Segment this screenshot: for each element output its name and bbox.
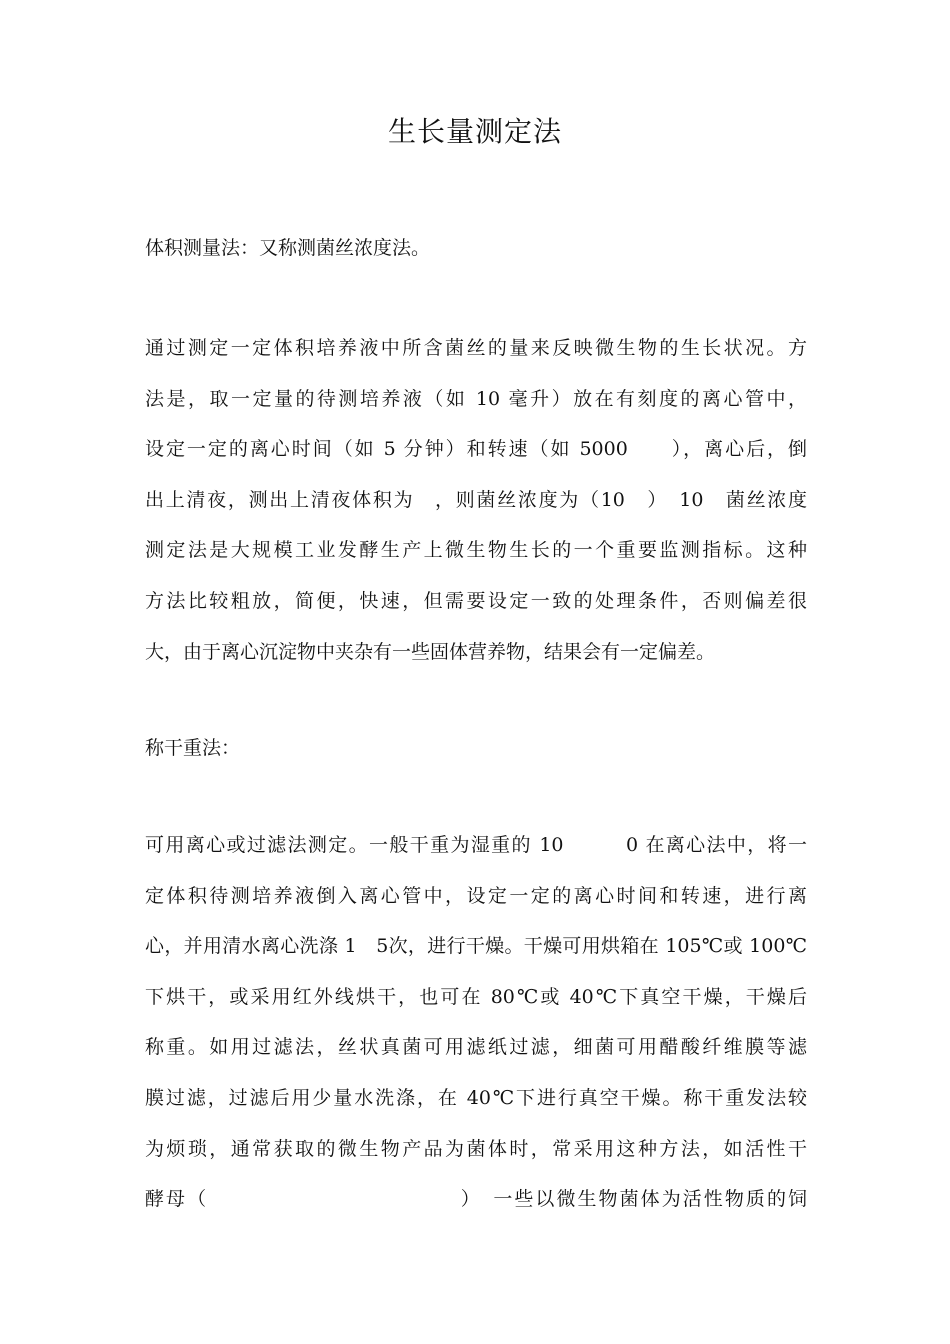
paragraph-dry-weight-method (145, 831, 807, 1236)
page-title: 生长量测定法 (387, 115, 562, 148)
paragraph-line: 出上清夜，测出上清夜体积为 ，则菌丝浓度为（10 ） 10 菌丝浓度 (145, 488, 807, 511)
paragraph-line: 测定法是大规模工业发酵生产上微生物生长的一个重要监测指标。这种 (145, 539, 807, 562)
paragraph-line: 通过测定一定体积培养液中所含菌丝的量来反映微生物的生长状况。方 (145, 337, 807, 359)
paragraph-line: 大，由于离心沉淀物中夹杂有一些固体营养物，结果会有一定偏差。 (145, 640, 716, 663)
paragraph-line: 心，并用清水离心洗涤 1 5次，进行干燥。干燥可用烘箱在 105℃或 100℃ (145, 935, 807, 958)
paragraph-line: 方法比较粗放，简便，快速，但需要设定一致的处理条件，否则偏差很 (145, 589, 807, 612)
section-heading-dry-weight-method: 称干重法： (145, 737, 241, 759)
paragraph-line: 定体积待测培养液倒入离心管中，设定一定的离心时间和转速，进行离 (145, 884, 807, 907)
paragraph-line: 可用离心或过滤法测定。一般干重为湿重的 10 0 在离心法中，将一 (145, 834, 807, 856)
paragraph-volume-method (145, 334, 807, 688)
paragraph-line: 称重。如用过滤法，丝状真菌可用滤纸过滤，细菌可用醋酸纤维膜等滤 (145, 1036, 807, 1059)
paragraph-line: 为烦琐，通常获取的微生物产品为菌体时，常采用这种方法，如活性干 (145, 1137, 807, 1160)
section-heading-volume-method: 体积测量法：又称测菌丝浓度法。 (145, 237, 431, 259)
paragraph-line: 膜过滤，过滤后用少量水洗涤，在 40℃下进行真空干燥。称干重发法较 (145, 1086, 807, 1109)
paragraph-line: 酵母（ ） 一些以微生物菌体为活性物质的饲 (145, 1188, 807, 1211)
paragraph-line: 设定一定的离心时间（如 5 分钟）和转速（如 5000 ），离心后，倒 (145, 438, 807, 461)
paragraph-line: 法是，取一定量的待测培养液（如 10 毫升）放在有刻度的离心管中， (145, 387, 807, 410)
paragraph-line: 下烘干，或采用红外线烘干，也可在 80℃或 40℃下真空干燥，干燥后 (145, 985, 807, 1008)
